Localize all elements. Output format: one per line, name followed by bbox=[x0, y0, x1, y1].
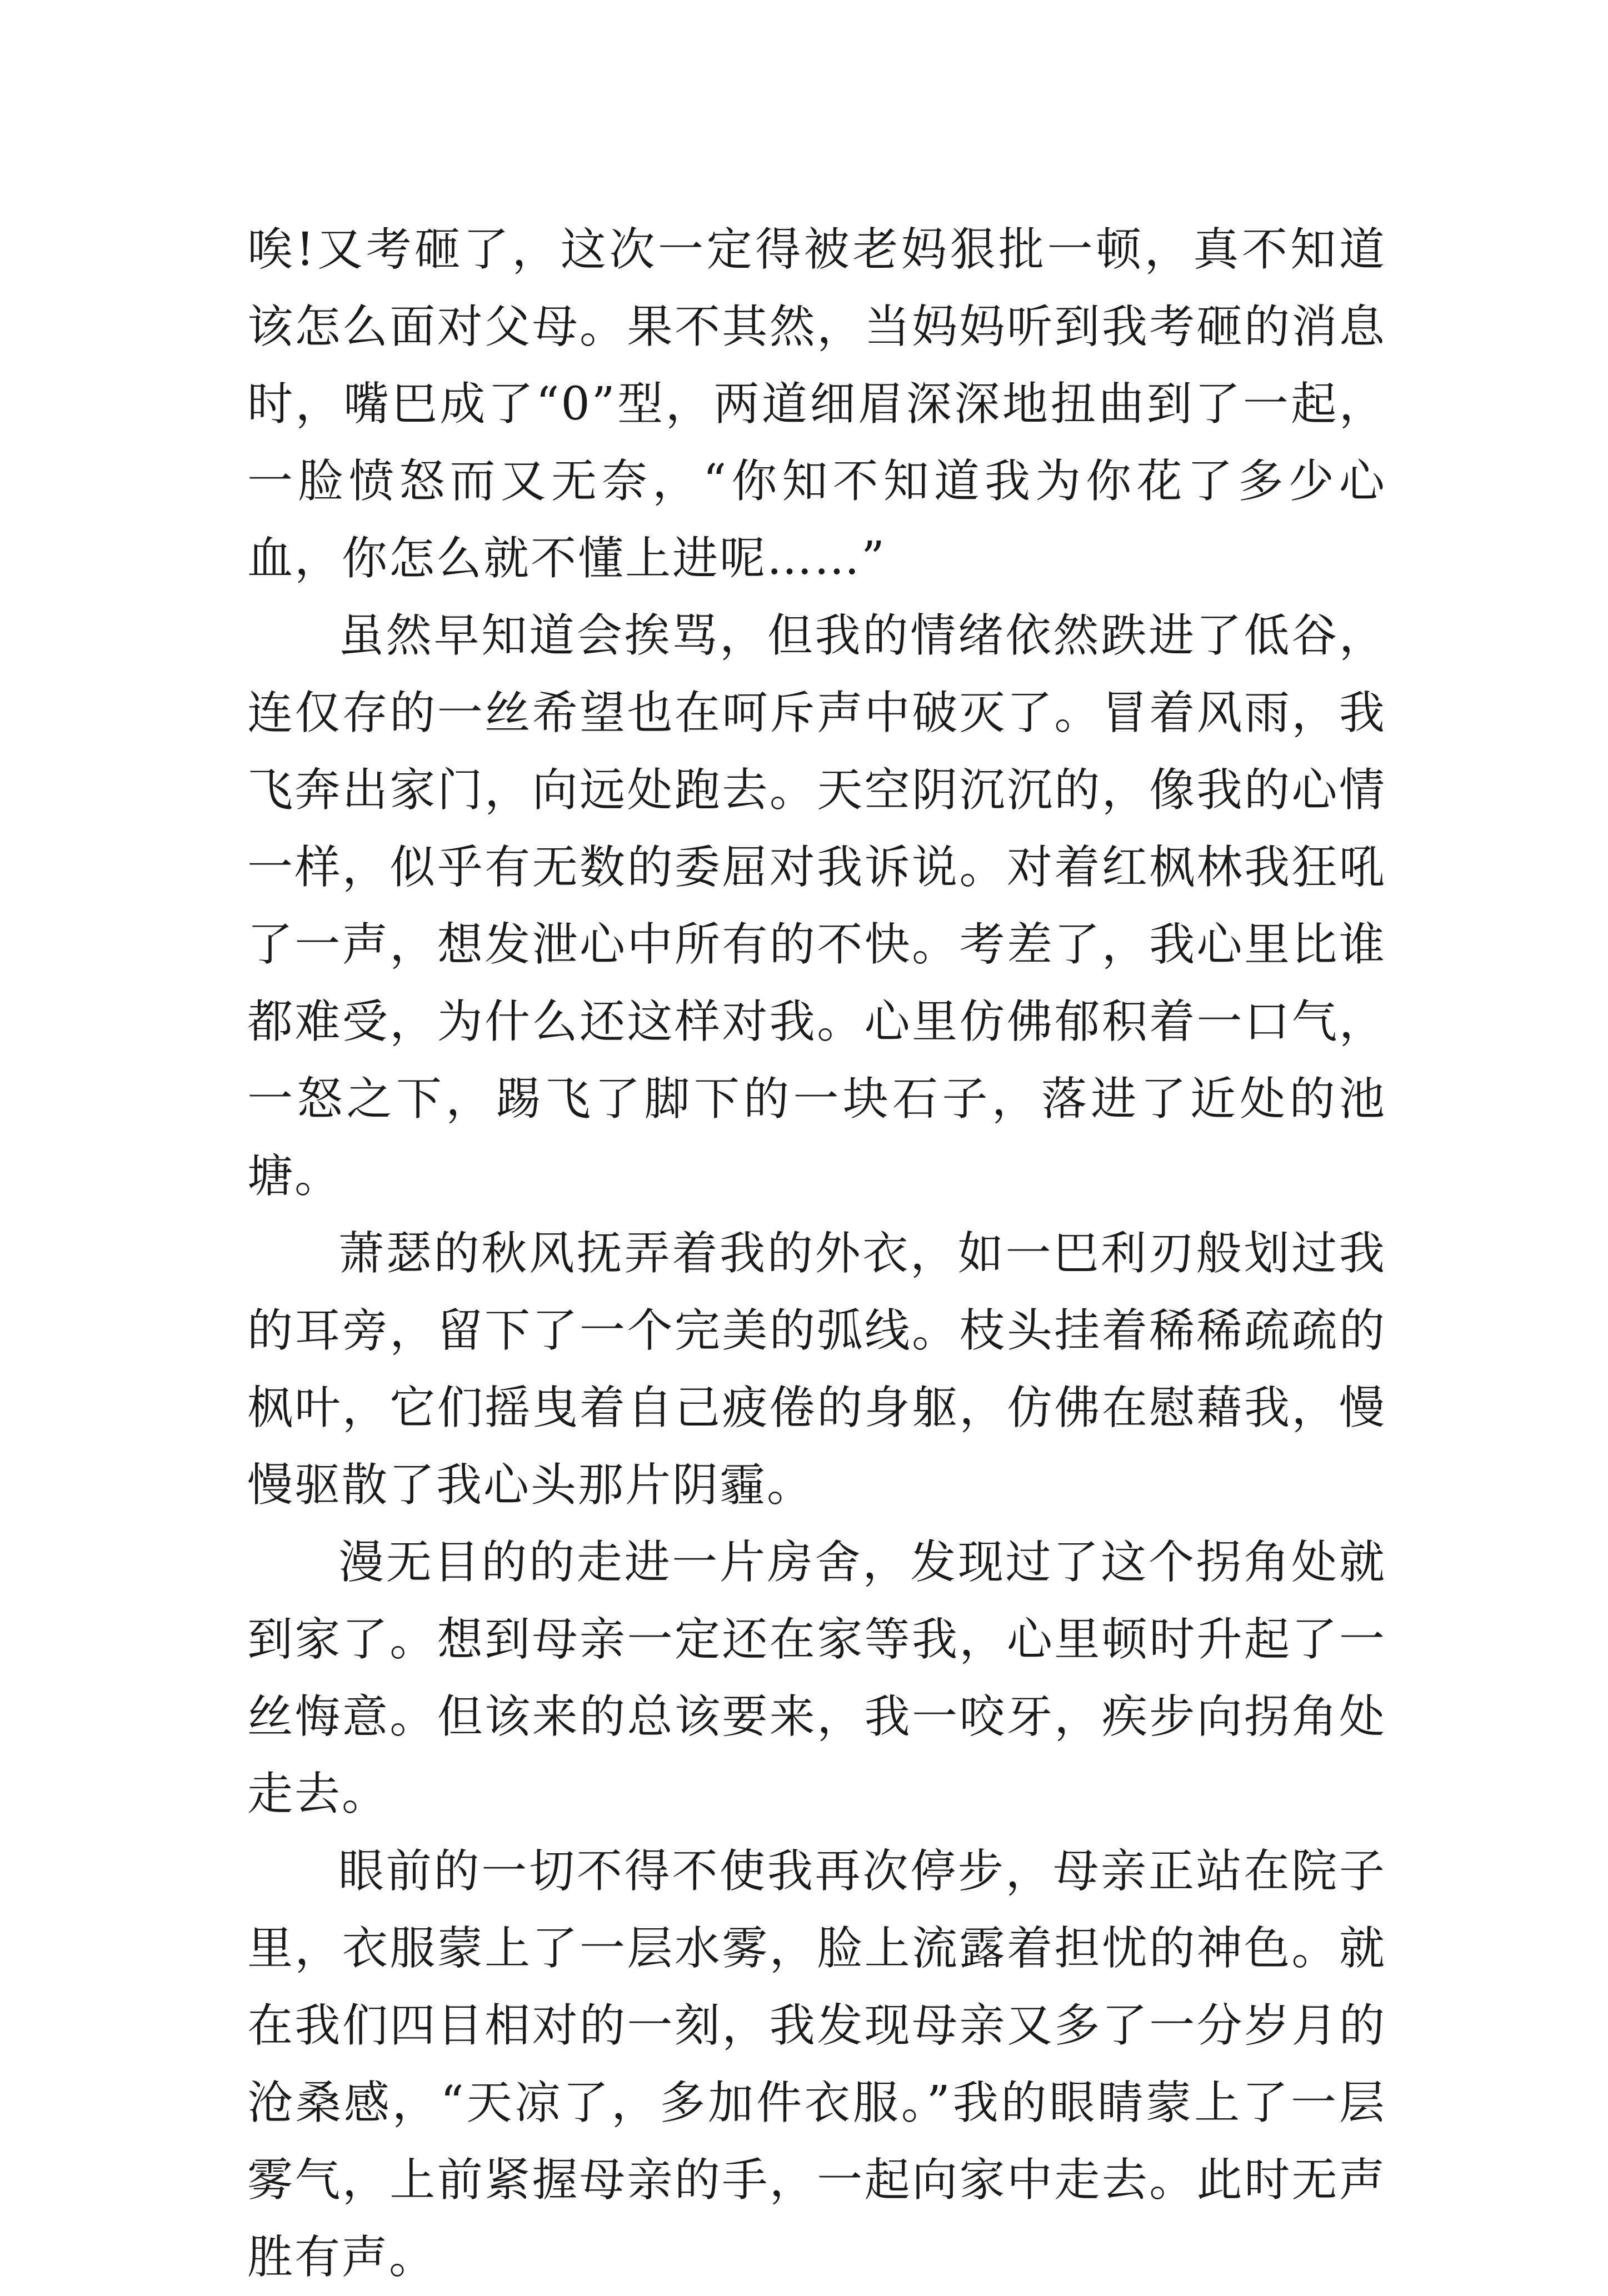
paragraph-1: 唉!又考砸了，这次一定得被老妈狠批一顿，真不知道该怎么面对父母。果不其然，当妈妈听到我考砸的消息时，嘴巴成了“0”型，两道细眉深深地扭曲到了一起，一脸愤怒而又无奈，“你知不知道我为你花了多少心血，你怎么就不懂上进呢……” bbox=[247, 223, 1386, 585]
essay-body bbox=[247, 211, 1386, 2296]
paragraph-4: 漫无目的的走进一片房舍，发现过了这个拐角处就到家了。想到母亲一定还在家等我，心里顿时升起了一丝悔意。但该来的总该要来，我一咬牙，疾步向拐角处走去。 bbox=[247, 1536, 1386, 1820]
paragraph-5: 眼前的一切不得不使我再次停步，母亲正站在院子里，衣服蒙上了一层水雾，脸上流露着担忧的神色。就在我们四目相对的一刻，我发现母亲又多了一分岁月的沧桑感，“天凉了，多加件衣服。”我的眼睛蒙上了一层雾气，上前紧握母亲的手，一起向家中走去。此时无声胜有声。 bbox=[247, 1845, 1386, 2284]
paragraph-2: 虽然早知道会挨骂，但我的情绪依然跌进了低谷，连仅存的一丝希望也在呵斥声中破灭了。冒着风雨，我飞奔出家门，向远处跑去。天空阴沉沉的，像我的心情一样，似乎有无数的委屈对我诉说。对着红枫林我狂吼了一声，想发泄心中所有的不快。考差了，我心里比谁都难受，为什么还这样对我。心里仿佛郁积着一口气，一怒之下，踢飞了脚下的一块石子，落进了近处的池塘。 bbox=[247, 609, 1386, 1203]
paragraph-3: 萧瑟的秋风抚弄着我的外衣，如一巴利刃般划过我的耳旁，留下了一个完美的弧线。枝头挂着稀稀疏疏的枫叶，它们摇曳着自己疲倦的身躯，仿佛在慰藉我，慢慢驱散了我心头那片阴霾。 bbox=[247, 1227, 1386, 1512]
